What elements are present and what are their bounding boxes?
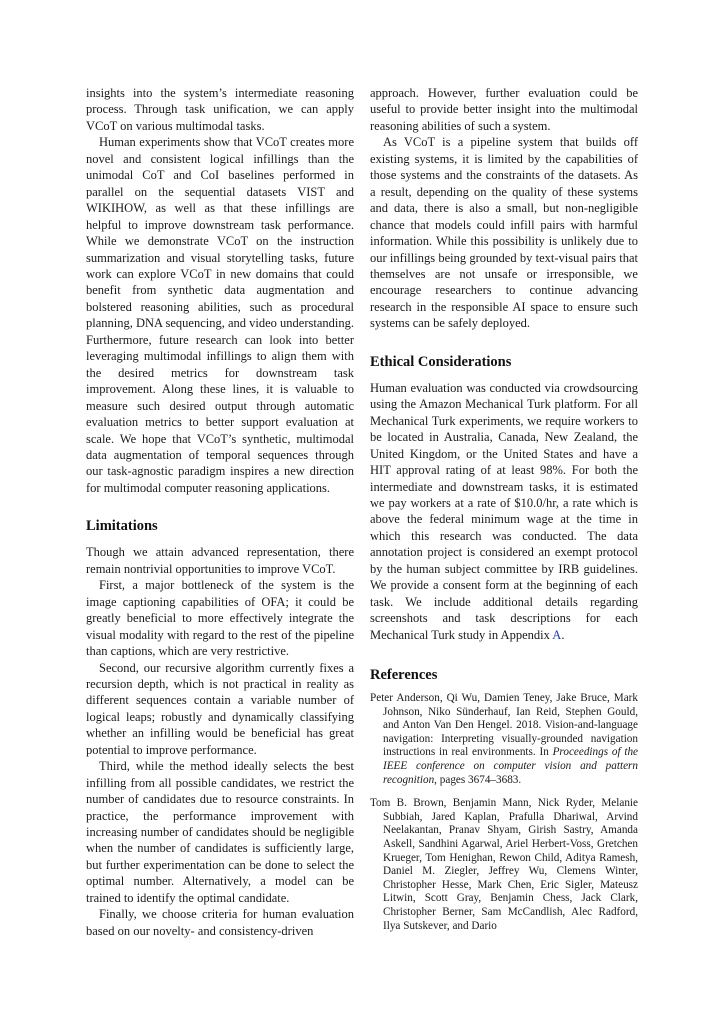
reference-anderson-venue: Proceedings of the IEEE conference on computer vision and pattern recognition [383,746,639,786]
reference-anderson-authors: Peter Anderson, Qi Wu, Damien Teney, Jake Bruce, Mark Johnson, Niko Sünderhauf, Ian Reid, Stephen Gould, and Anton Van Den Hengel. 2018. Vision-and-language navigation: Interpreting visually-grounded navigation instructions in real environments. In [370,692,638,759]
references-heading: References [370,667,438,684]
limitations-paragraph-second: Second, our recursive algorithm currently fixes a recursion depth, which is not practical in reality as different sequences contain a variable number of logical leaps; robustly and dynamically classifying whether an infilling would be beneficial has great potential to improve performance. [86,660,354,757]
limitations-paragraph-continued: approach. However, further evaluation could be useful to provide better insight into the multimodal reasoning abilities of such a system. [370,86,638,133]
right-column [370,85,638,943]
conclusion-paragraph-human-experiments: Human experiments show that VCoT creates more novel and consistent logical infillings than the unimodal CoT and CoI baselines performed in parallel on the sequential datasets VIST and WIKIHOW, as well as that these infillings are helpful to improve downstream task performance. While we demonstrate VCoT on the instruction summarization and visual storytelling tasks, future work can explore VCoT in new domains that could benefit from synthetic data augmentation and bolstered reasoning abilities, such as procedural planning, DNA sequencing, and video understanding. Furthermore, future research can look into better leveraging multimodal infillings to align them with the desired metrics for downstream task improvement. Along these lines, it is valuable to measure such desired output through automatic evaluation metrics to better support evaluation at scale. We hope that VCoT’s synthetic, multimodal data augmentation of temporal sequences through our task-agnostic paradigm inspires a new direction for multimodal computer reasoning applications. [86,135,355,495]
limitations-heading: Limitations [86,518,158,535]
appendix-a-link[interactable]: A [552,627,562,642]
limitations-paragraph-third: Third, while the method ideally selects the best infilling from all possible candidates, we restrict the number of candidates due to resource constraints. In practice, the performance improvement with increasing number of candidates should be negligible when the number of candidates is sufficiently large, but further experimentation can be done to select the optimal number. Alternatively, a model can be trained to identify the optimal candidate. [86,759,354,905]
reference-brown-authors: Tom B. Brown, Benjamin Mann, Nick Ryder, Melanie Subbiah, Jared Kaplan, Prafulla Dhariwal, Arvind Neelakantan, Pranav Shyam, Girish Sastry, Amanda Askell, Sandhini Agarwal, Ariel Herbert-Voss, Gretchen Krueger, Tom Henighan, Rewon Child, Aditya Ramesh, Daniel M. Ziegler, Jeffrey Wu, Clemens Winter, Christopher Hesse, Mark Chen, Eric Sigler, Mateusz Litwin, Scott Gray, Benjamin Chess, Jack Clark, Christopher Berner, Sam McCandlish, Alec Radford, Ilya Sutskever, and Dario [370,797,638,932]
ethical-considerations-heading: Ethical Considerations [370,353,512,370]
limitations-paragraph-intro: Though we attain advanced representation, there remain nontrivial opportunities to improve VCoT. [86,545,354,576]
ethics-text-end: . [561,627,565,642]
limitations-paragraph-pipeline: As VCoT is a pipeline system that builds off existing systems, it is limited by the capabilities of those systems and the constraints of the datasets. As a result, depending on the quality of these systems and data, there is also a small, but non-negligible chance that models could infill pairs with harmful information. While this possibility is unlikely due to our infillings being grounded by text-visual pairs that themselves are not unsafe or irresponsible, we encourage researchers to continue advancing research in the responsible AI space to ensure such systems can be safely deployed. [370,135,638,331]
limitations-paragraph-first: First, a major bottleneck of the system is the image captioning capabilities of OFA; it could be greatly beneficial to more effectively integrate the visual modality with regard to the rest of the pipeline than captions, which are very restrictive. [86,578,354,659]
ethics-paragraph [370,380,638,643]
conclusion-paragraph-end: insights into the system’s intermediate reasoning process. Through task unification, we can apply VCoT on various multimodal tasks. [86,86,354,133]
ethics-text: Human evaluation was conducted via crowdsourcing using the Amazon Mechanical Turk platform. For all Mechanical Turk experiments, we require workers to be located in Australia, Canada, New Zealand, the United Kingdom, or the United States and have a HIT approval rating of at least 98%. For both the intermediate and downstream tasks, it is estimated we pay workers at a rate of $10.0/hr, a rate which is above the federal minimum wage at the time in which this research was conducted. The data annotation project is considered an exempt protocol by the human subject committee by IRB guidelines. We provide a consent form at the beginning of each task. We include additional details regarding screenshots and task descriptions for each Mechanical Turk study in Appendix [370,380,638,642]
reference-entry-brown [370,797,638,933]
left-column [86,85,354,939]
limitations-paragraph-finally: Finally, we choose criteria for human evaluation based on our novelty- and consistency-driven [86,907,354,938]
reference-entry-anderson [370,692,638,787]
reference-anderson-pages: , pages 3674–3683. [434,773,522,786]
